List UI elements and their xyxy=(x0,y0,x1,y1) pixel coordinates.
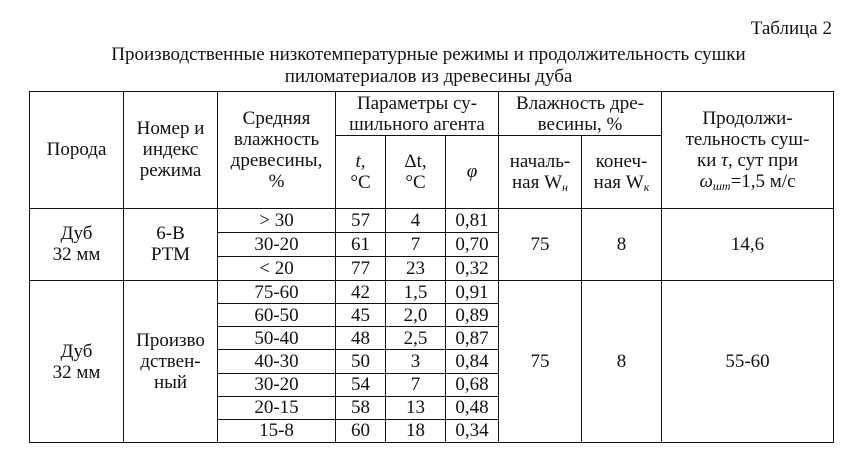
delta-t-cell: 7 xyxy=(386,373,446,396)
header-agent-parameters: Параметры су- шильного агента xyxy=(336,92,499,136)
table-title-line-1: Производственные низкотемпературные режимы и продолжительность сушки xyxy=(111,44,746,65)
table-row xyxy=(30,281,834,304)
header-duration: Продолжи- тельность суш- ки τ, сут при $\omega_{шт}=1,5$ м/с xyxy=(662,92,834,209)
temperature-cell: 57 xyxy=(336,208,386,232)
table-label: Таблица 2 xyxy=(750,18,832,39)
temperature-cell: 48 xyxy=(336,327,386,350)
phi-cell: 0,68 xyxy=(446,373,499,396)
header-mode: Номер и индекс режима xyxy=(124,92,218,209)
header-average-moisture: Средняя влажность древесины, % xyxy=(218,92,336,209)
phi-cell: 0,70 xyxy=(446,232,499,256)
moisture-range-cell: 50-40 xyxy=(218,327,336,350)
moisture-range-cell: 15-8 xyxy=(218,419,336,442)
moisture-range-cell: 40-30 xyxy=(218,350,336,373)
drying-modes-table xyxy=(29,91,834,443)
header-initial-moisture: началь- ная $W_н$ xyxy=(499,136,582,208)
duration-cell: 14,6 xyxy=(662,208,834,280)
moisture-range-cell: 75-60 xyxy=(218,281,336,304)
final-moisture-cell: 8 xyxy=(582,208,662,280)
header-psychrometric-difference: Δt, °C xyxy=(386,136,446,208)
phi-cell: 0,81 xyxy=(446,208,499,232)
mode-cell: 6-В РТМ xyxy=(124,208,218,280)
header-row-1 xyxy=(30,92,834,136)
moisture-range-cell: < 20 xyxy=(218,256,336,280)
delta-t-cell: 2,5 xyxy=(386,327,446,350)
phi-cell: 0,91 xyxy=(446,281,499,304)
mode-cell: Произво дствен- ный xyxy=(124,281,218,443)
header-final-moisture: конеч- ная $W_к$ xyxy=(582,136,662,208)
moisture-range-cell: 60-50 xyxy=(218,304,336,327)
phi-cell: 0,89 xyxy=(446,304,499,327)
table-row xyxy=(30,208,834,232)
table-title-line-2: пиломатериалов из древесины дуба xyxy=(284,66,573,87)
temperature-cell: 77 xyxy=(336,256,386,280)
duration-cell: 55-60 xyxy=(662,281,834,443)
delta-t-cell: 4 xyxy=(386,208,446,232)
phi-cell: 0,34 xyxy=(446,419,499,442)
temperature-cell: 54 xyxy=(336,373,386,396)
temperature-cell: 42 xyxy=(336,281,386,304)
delta-t-cell: 3 xyxy=(386,350,446,373)
moisture-range-cell: 30-20 xyxy=(218,373,336,396)
delta-t-cell: 18 xyxy=(386,419,446,442)
delta-t-cell: 23 xyxy=(386,256,446,280)
species-cell: Дуб 32 мм xyxy=(30,208,124,280)
moisture-range-cell: 20-15 xyxy=(218,396,336,419)
initial-moisture-cell: 75 xyxy=(499,208,582,280)
temperature-cell: 61 xyxy=(336,232,386,256)
temperature-cell: 58 xyxy=(336,396,386,419)
header-relative-humidity: φ xyxy=(446,136,499,208)
delta-t-cell: 1,5 xyxy=(386,281,446,304)
header-species: Порода xyxy=(30,92,124,209)
phi-cell: 0,32 xyxy=(446,256,499,280)
final-moisture-cell: 8 xyxy=(582,281,662,443)
temperature-cell: 45 xyxy=(336,304,386,327)
phi-cell: 0,48 xyxy=(446,396,499,419)
header-wood-moisture: Влажность дре- весины, % xyxy=(499,92,662,136)
delta-t-cell: 13 xyxy=(386,396,446,419)
temperature-cell: 50 xyxy=(336,350,386,373)
phi-cell: 0,87 xyxy=(446,327,499,350)
delta-t-cell: 2,0 xyxy=(386,304,446,327)
moisture-range-cell: > 30 xyxy=(218,208,336,232)
temperature-cell: 60 xyxy=(336,419,386,442)
phi-cell: 0,84 xyxy=(446,350,499,373)
header-temperature: t, °C xyxy=(336,136,386,208)
initial-moisture-cell: 75 xyxy=(499,281,582,443)
delta-t-cell: 7 xyxy=(386,232,446,256)
species-cell: Дуб 32 мм xyxy=(30,281,124,443)
moisture-range-cell: 30-20 xyxy=(218,232,336,256)
